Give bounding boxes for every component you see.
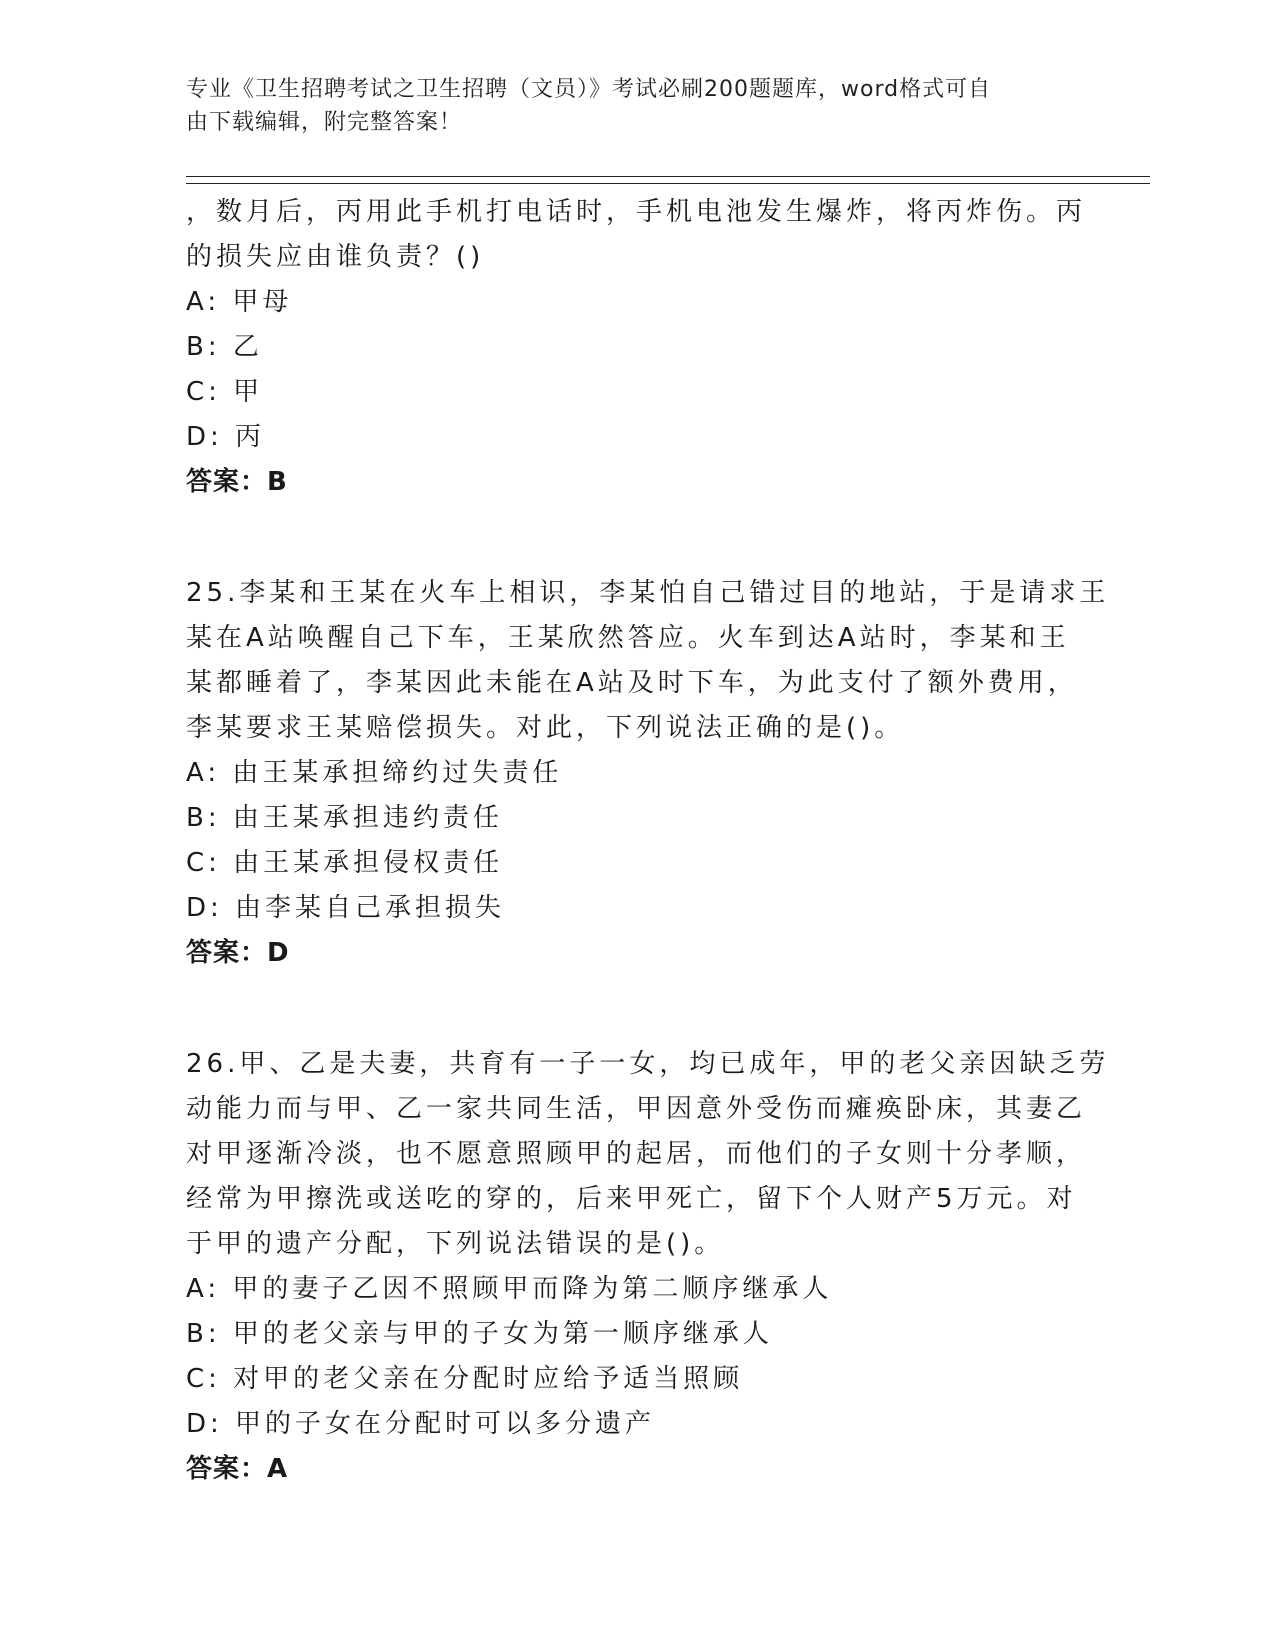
question-stem-line: 某都睡着了，李某因此未能在A站及时下车，为此支付了额外费用， xyxy=(186,668,1078,698)
header-line: 专业《卫生招聘考试之卫生招聘（文员）》考试必刷200题题库，word格式可自 xyxy=(186,77,992,102)
option-b: B: 乙 xyxy=(186,332,263,362)
document-header xyxy=(186,73,1066,139)
question-stem-line: 动能力而与甲、乙一家共同生活，甲因意外受伤而瘫痪卧床，其妻乙 xyxy=(186,1094,1087,1124)
option-a: A: 甲母 xyxy=(186,287,293,317)
question-spacer xyxy=(186,976,1086,1042)
option-c: C: 甲 xyxy=(186,377,264,407)
question-stem-line: 26.甲、乙是夫妻，共育有一子一女，均已成年，甲的老父亲因缺乏劳 xyxy=(186,1049,1110,1079)
option-d: D: 甲的子女在分配时可以多分遗产 xyxy=(186,1409,656,1439)
question-stem-line: 于甲的遗产分配，下列说法错误的是()。 xyxy=(186,1229,725,1259)
question-26 xyxy=(186,1042,1110,1492)
question-stem-line: 对甲逐渐冷淡，也不愿意照顾甲的起居，而他们的子女则十分孝顺， xyxy=(186,1139,1087,1169)
question-25 xyxy=(186,571,1110,976)
option-c: C: 由王某承担侵权责任 xyxy=(186,848,504,878)
option-b: B: 甲的老父亲与甲的子女为第一顺序继承人 xyxy=(186,1319,773,1349)
question-stem-line: 经常为甲擦洗或送吃的穿的，后来甲死亡，留下个人财产5万元。对 xyxy=(186,1184,1077,1214)
question-stem-line: 李某要求王某赔偿损失。对此，下列说法正确的是()。 xyxy=(186,713,905,743)
option-c: C: 对甲的老父亲在分配时应给予适当照顾 xyxy=(186,1364,744,1394)
question-stem-line: 25.李某和王某在火车上相识，李某怕自己错过目的地站，于是请求王 xyxy=(186,578,1110,608)
answer-line: 答案：B xyxy=(186,467,288,497)
question-stem-line: 某在A站唤醒自己下车，王某欣然答应。火车到达A站时，李某和王 xyxy=(186,623,1070,653)
question-24 xyxy=(186,190,1086,505)
header-line: 由下载编辑，附完整答案！ xyxy=(186,110,463,135)
question-list xyxy=(186,190,1110,1492)
header-divider-bottom xyxy=(186,183,1150,184)
option-b: B: 由王某承担违约责任 xyxy=(186,803,503,833)
option-a: A: 甲的妻子乙因不照顾甲而降为第二顺序继承人 xyxy=(186,1274,833,1304)
option-a: A: 由王某承担缔约过失责任 xyxy=(186,758,563,788)
question-stem-line: ，数月后，丙用此手机打电话时，手机电池发生爆炸，将丙炸伤。丙 xyxy=(186,197,1087,227)
answer-line: 答案：A xyxy=(186,1454,289,1484)
question-spacer xyxy=(186,505,1086,571)
answer-line: 答案：D xyxy=(186,938,290,968)
option-d: D: 丙 xyxy=(186,422,266,452)
option-d: D: 由李某自己承担损失 xyxy=(186,893,506,923)
header-divider-top xyxy=(186,176,1150,177)
question-stem-line: 的损失应由谁负责？() xyxy=(186,242,485,272)
